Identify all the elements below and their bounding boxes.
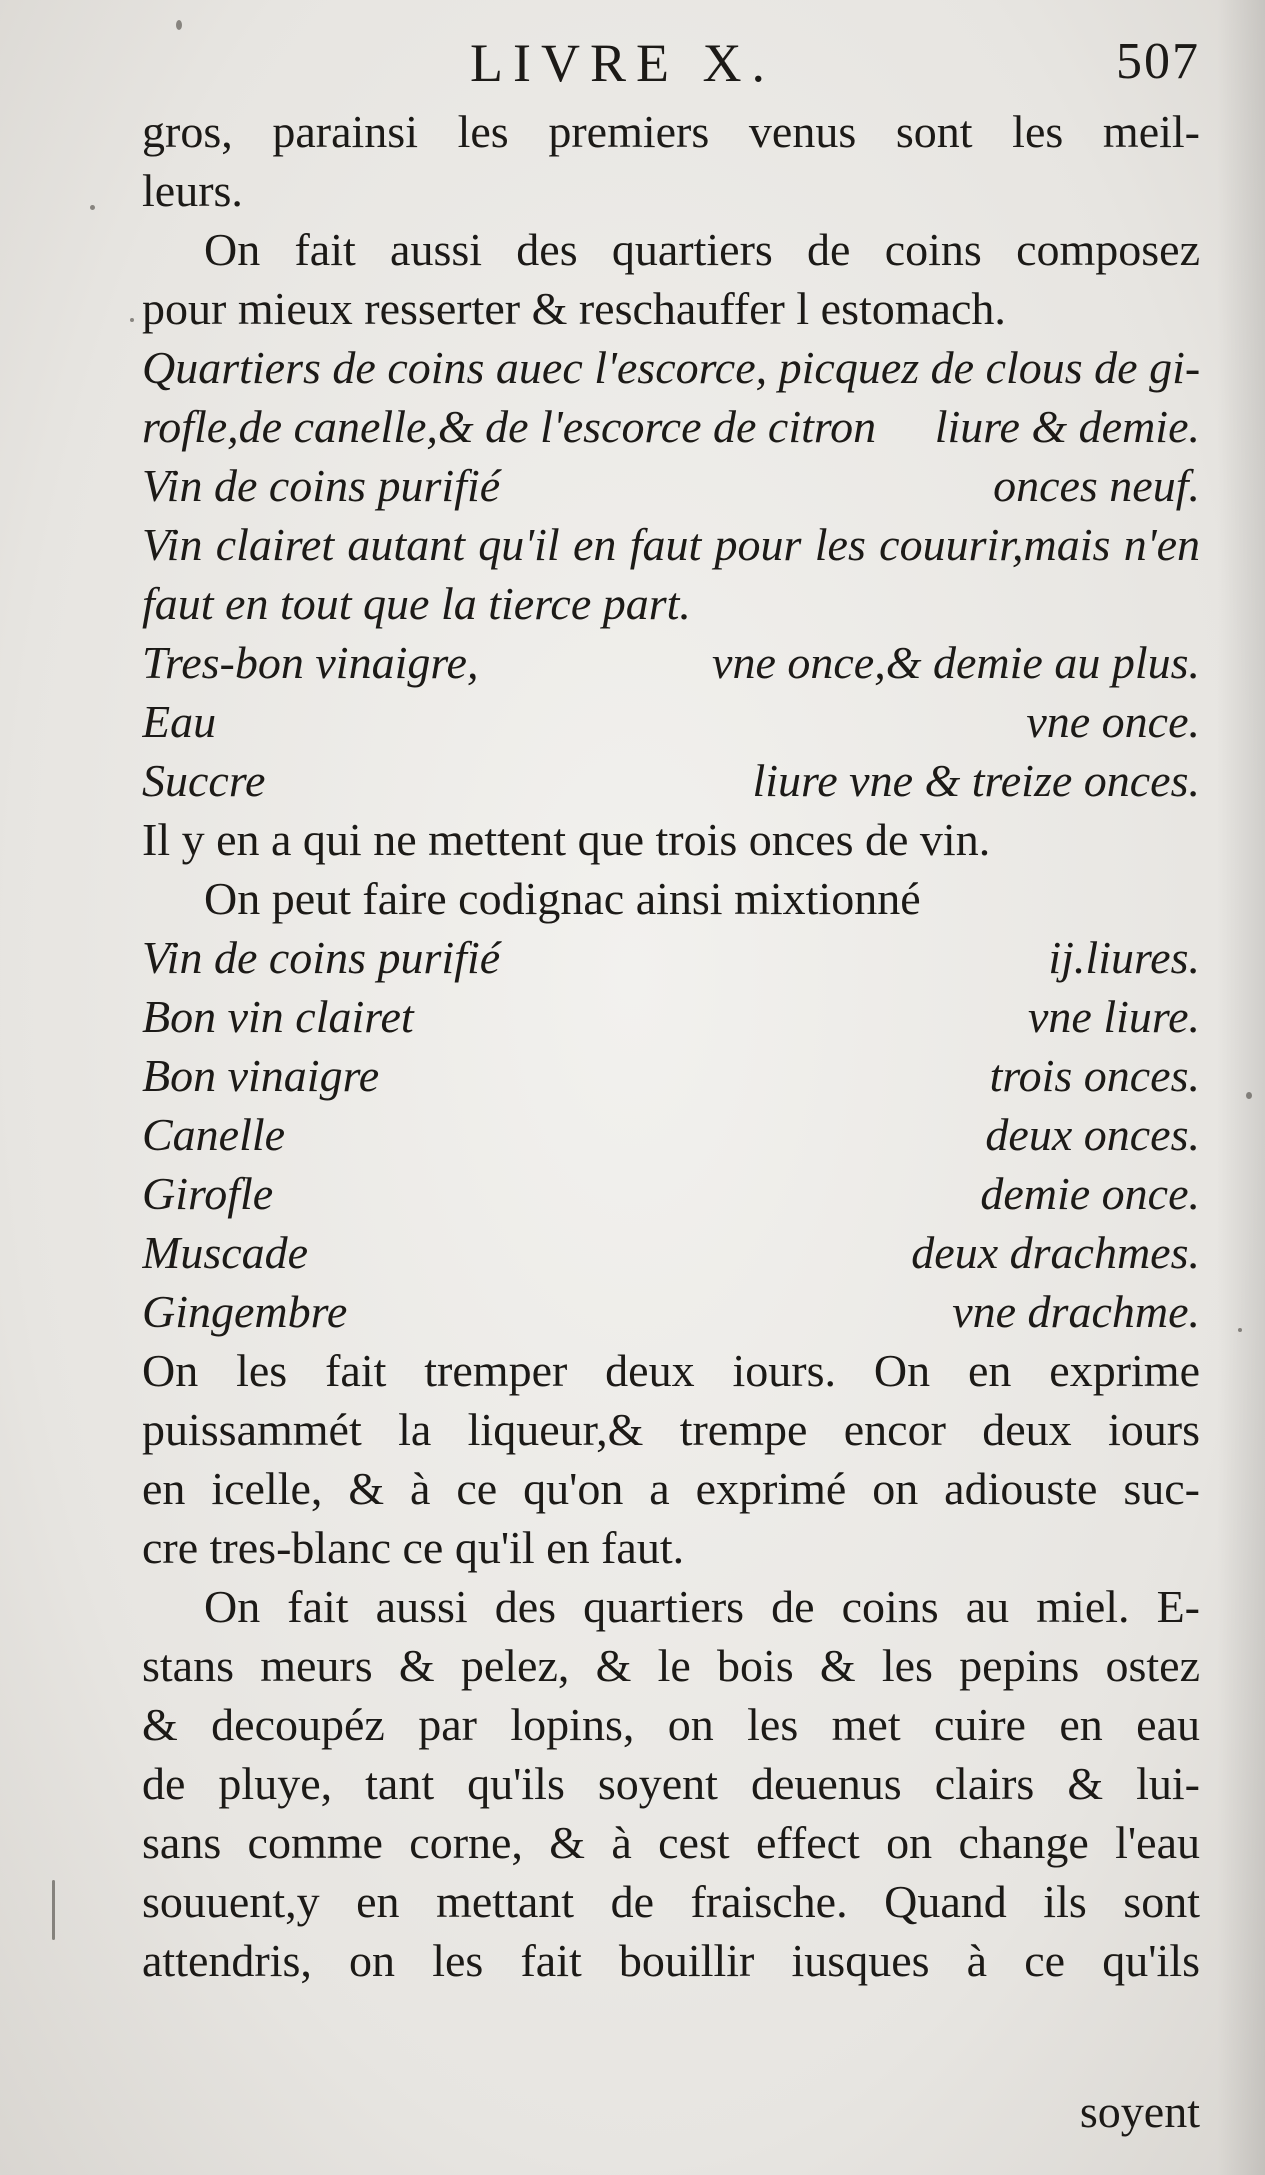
text-line: Il y en a qui ne mettent que trois onces de vin. bbox=[142, 814, 991, 865]
text-line bbox=[142, 928, 1200, 987]
print-speck bbox=[176, 20, 182, 30]
recipe-ingredient: Succre bbox=[142, 755, 266, 806]
recipe-quantity: liure vne & treize onces. bbox=[752, 755, 1200, 806]
page-number: 507 bbox=[1116, 33, 1200, 90]
text-line: faut en tout que la tierce part. bbox=[142, 578, 691, 629]
text-line: en icelle, & à ce qu'on a exprimé on adiouste suc- bbox=[142, 1463, 1200, 1514]
catchword: soyent bbox=[1079, 2086, 1200, 2137]
text-line bbox=[142, 1223, 1200, 1282]
recipe-ingredient: Muscade bbox=[142, 1227, 309, 1278]
recipe-ingredient: Girofle bbox=[142, 1168, 274, 1219]
text-line: On peut faire codignac ainsi mixtionné bbox=[204, 873, 921, 924]
text-line: pour mieux resserter & reschauffer l estomach. bbox=[142, 283, 1006, 334]
text-line bbox=[142, 1164, 1200, 1223]
recipe-quantity: vne once,& demie au plus. bbox=[712, 637, 1200, 688]
text-line bbox=[142, 1105, 1200, 1164]
text-line: souuent,y en mettant de fraische. Quand ils sont bbox=[142, 1876, 1200, 1927]
text-line: leurs. bbox=[142, 165, 243, 216]
print-speck bbox=[1246, 1092, 1252, 1099]
recipe-quantity: demie once. bbox=[980, 1168, 1200, 1219]
text-line bbox=[142, 633, 1200, 692]
page-text-block bbox=[142, 102, 1200, 1990]
recipe-ingredient: rofle,de canelle,& de l'escorce de citron bbox=[142, 401, 877, 452]
recipe-ingredient: Vin de coins purifié bbox=[142, 460, 501, 511]
text-line bbox=[142, 456, 1200, 515]
text-line bbox=[142, 1282, 1200, 1341]
recipe-quantity: deux onces. bbox=[985, 1109, 1200, 1160]
text-line: de pluye, tant qu'ils soyent deuenus clairs & lui- bbox=[142, 1758, 1200, 1809]
text-line: cre tres-blanc ce qu'il en faut. bbox=[142, 1522, 685, 1573]
text-line: Quartiers de coins auec l'escorce, picquez de clous de gi- bbox=[142, 342, 1200, 393]
print-speck bbox=[52, 1880, 55, 1940]
recipe-ingredient: Canelle bbox=[142, 1109, 286, 1160]
text-line: & decoupéz par lopins, on les met cuire en eau bbox=[142, 1699, 1200, 1750]
recipe-ingredient: Bon vinaigre bbox=[142, 1050, 380, 1101]
print-speck bbox=[90, 205, 95, 210]
text-line bbox=[142, 751, 1200, 810]
print-speck bbox=[1238, 1328, 1242, 1332]
recipe-quantity: vne drachme. bbox=[952, 1286, 1200, 1337]
text-line: On fait aussi des quartiers de coins au miel. E- bbox=[204, 1581, 1200, 1632]
recipe-ingredient: Bon vin clairet bbox=[142, 991, 414, 1042]
text-line bbox=[142, 397, 1200, 456]
print-speck bbox=[130, 318, 134, 322]
recipe-quantity: liure & demie. bbox=[934, 401, 1200, 452]
text-line bbox=[142, 692, 1200, 751]
recipe-quantity: trois onces. bbox=[989, 1050, 1200, 1101]
recipe-ingredient: Vin de coins purifié bbox=[142, 932, 501, 983]
recipe-quantity: ij.liures. bbox=[1048, 932, 1200, 983]
text-line bbox=[142, 1046, 1200, 1105]
page-edge-shadow bbox=[1217, 0, 1265, 2175]
recipe-ingredient: Gingembre bbox=[142, 1286, 348, 1337]
recipe-quantity: vne liure. bbox=[1027, 991, 1200, 1042]
recipe-quantity: vne once. bbox=[1026, 696, 1200, 747]
text-line: On fait aussi des quartiers de coins composez bbox=[204, 224, 1200, 275]
text-line: Vin clairet autant qu'il en faut pour les couurir,mais n'en bbox=[142, 519, 1200, 570]
recipe-quantity: deux drachmes. bbox=[911, 1227, 1200, 1278]
text-line: puissammét la liqueur,& trempe encor deux iours bbox=[142, 1404, 1200, 1455]
text-line: stans meurs & pelez, & le bois & les pepins ostez bbox=[142, 1640, 1200, 1691]
text-line: sans comme corne, & à cest effect on change l'eau bbox=[142, 1817, 1200, 1868]
page-header bbox=[140, 32, 1200, 92]
text-line bbox=[142, 987, 1200, 1046]
text-line: gros, parainsi les premiers venus sont les meil- bbox=[142, 106, 1200, 157]
running-head: LIVRE X. bbox=[470, 33, 775, 93]
text-line: On les fait tremper deux iours. On en exprime bbox=[142, 1345, 1200, 1396]
recipe-ingredient: Eau bbox=[142, 696, 217, 747]
recipe-quantity: onces neuf. bbox=[993, 460, 1200, 511]
text-line: attendris, on les fait bouillir iusques à ce qu'ils bbox=[142, 1935, 1200, 1986]
recipe-ingredient: Tres-bon vinaigre, bbox=[142, 637, 479, 688]
